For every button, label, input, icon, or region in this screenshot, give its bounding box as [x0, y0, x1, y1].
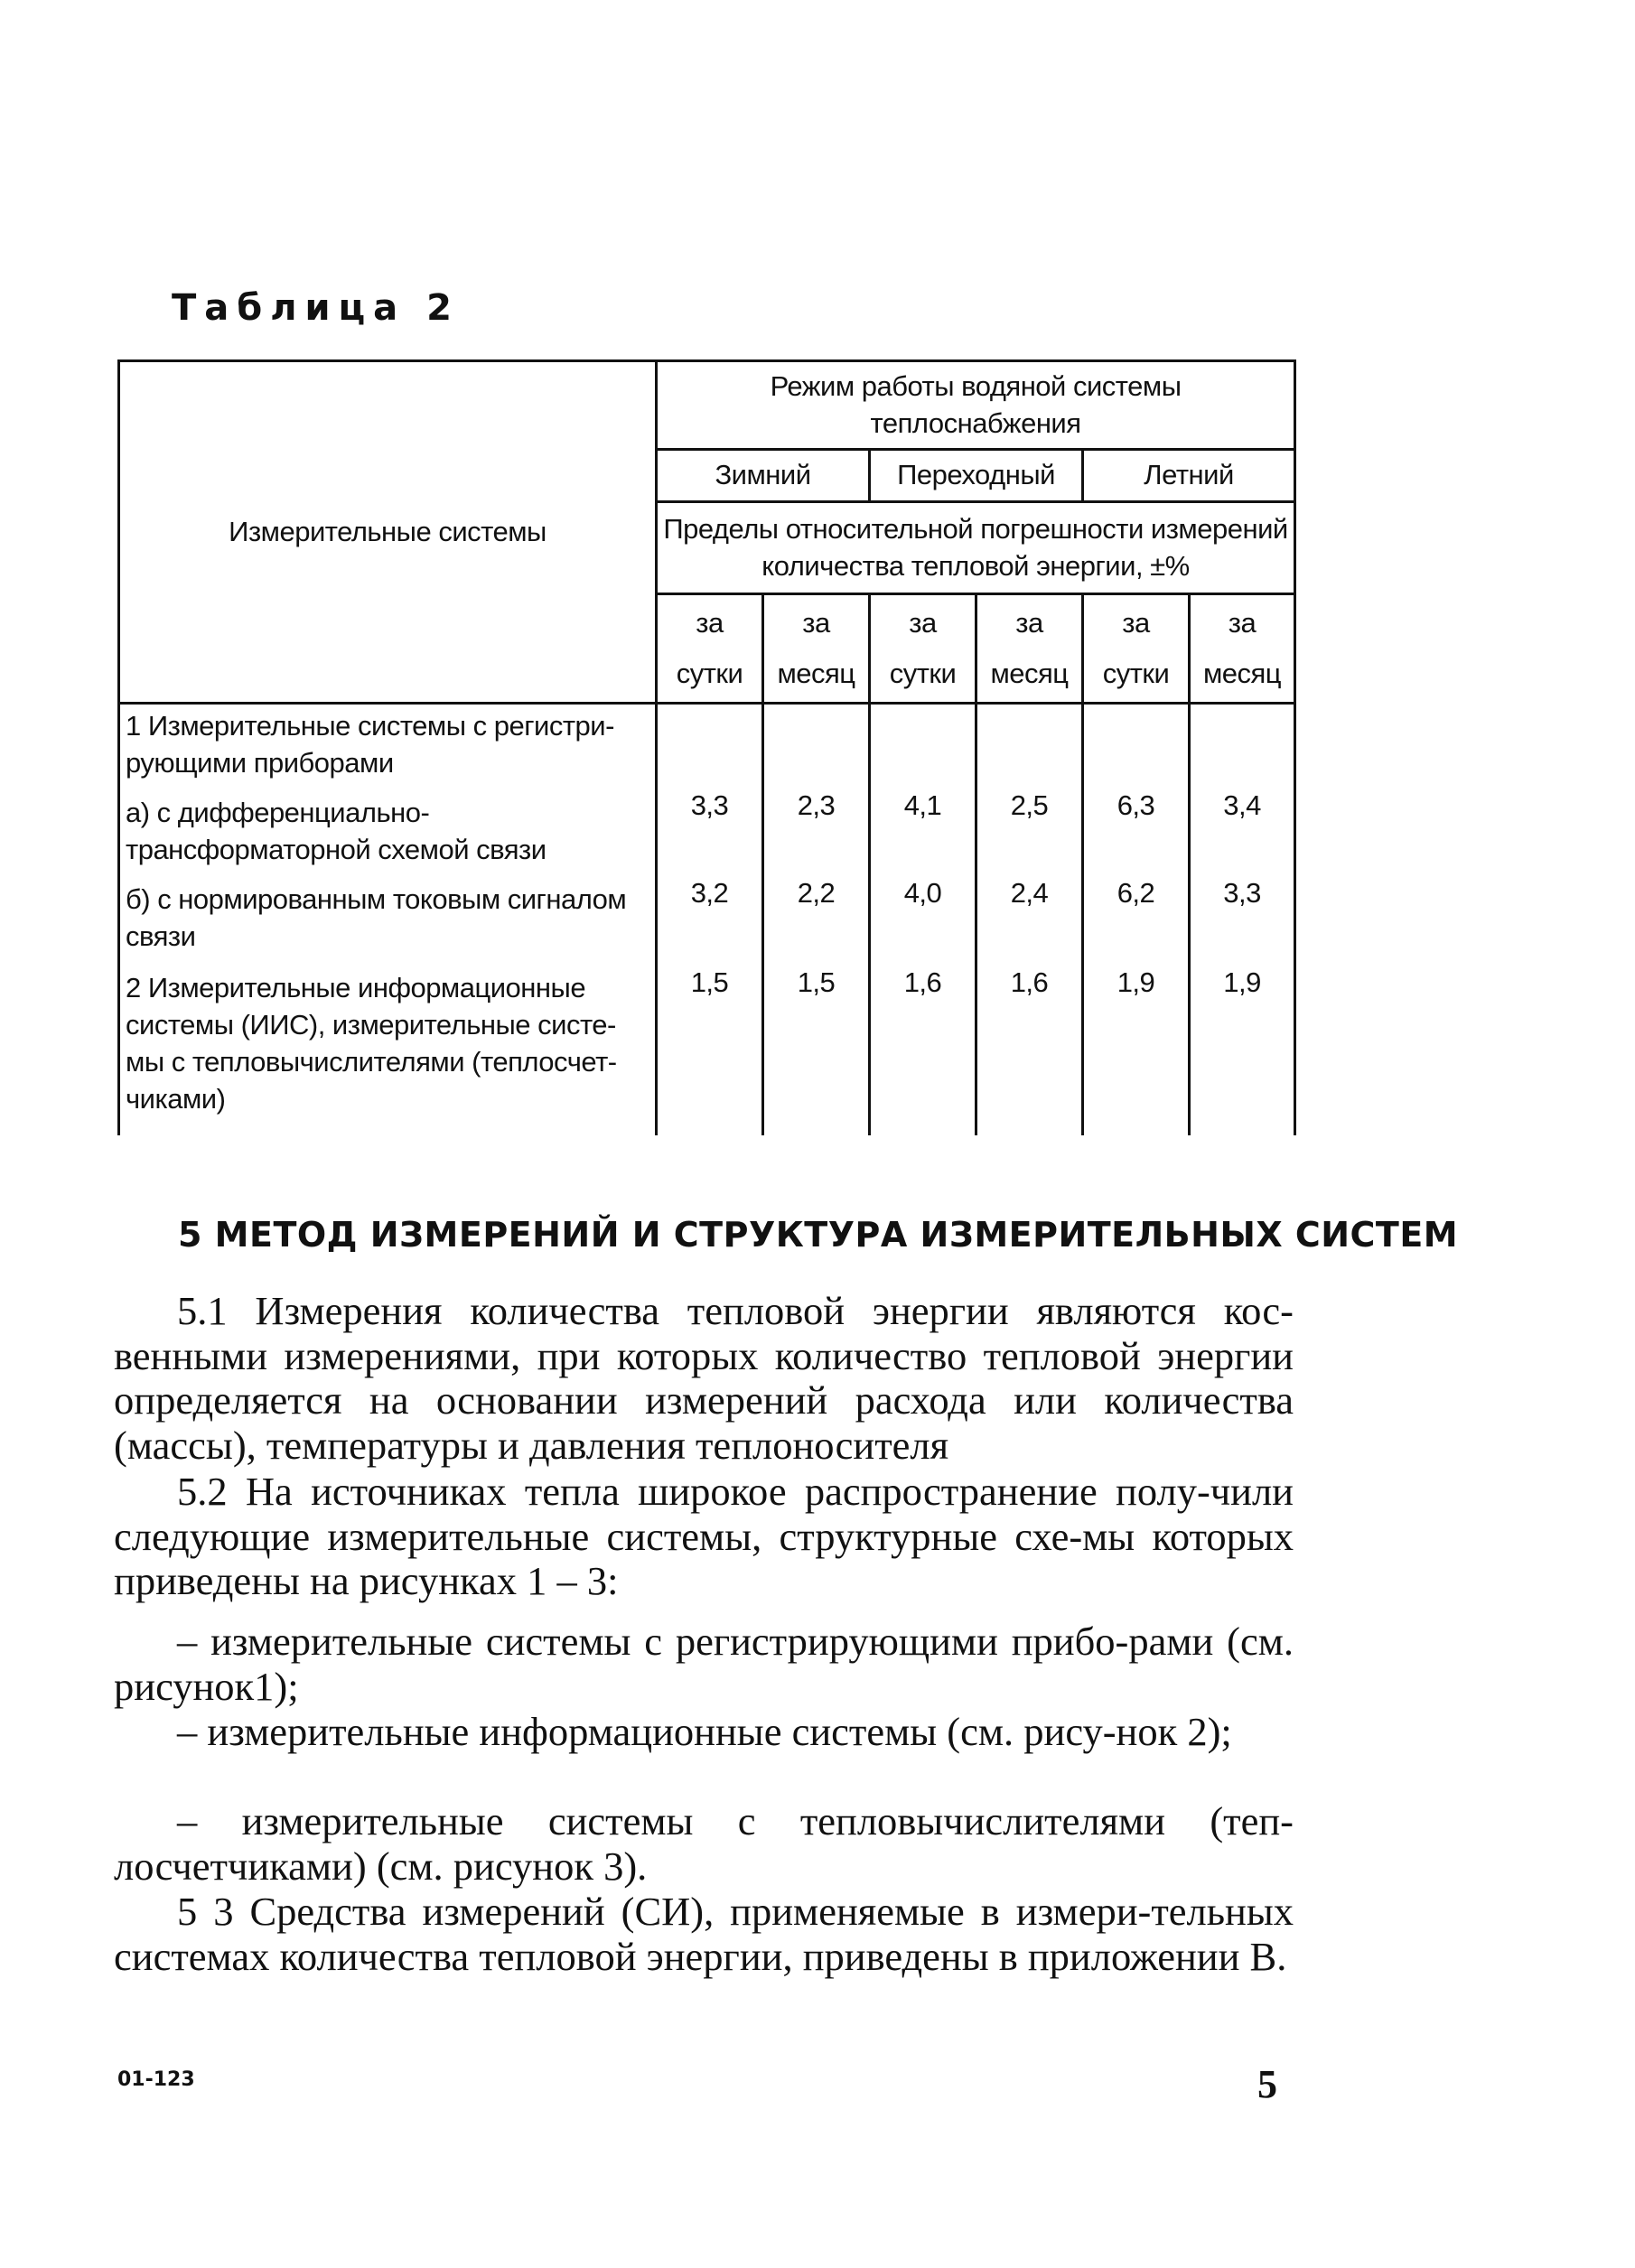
paragraph-5-3: 5 3 Средства измерений (СИ), применяемые в измери-тельных системах количества тепловой энергии, приведены в приложении В. [114, 1889, 1294, 1979]
measurement-error-table [117, 359, 1296, 1135]
period-header: за месяц [976, 594, 1083, 704]
error-limits-header: Пределы относительной погрешности измерений количества тепловой энергии, ±% [657, 502, 1295, 594]
value-cell: 1,6 [1010, 966, 1049, 998]
list-item: – измерительные информационные системы (см. рису-нок 2); [177, 1709, 1232, 1754]
mode-header: Режим работы водяной системы теплоснабжения [657, 361, 1295, 450]
value-cell: 3,3 [1223, 877, 1261, 909]
value-cell: 2,2 [797, 877, 836, 909]
column-values [1190, 704, 1295, 1135]
column-values [1083, 704, 1190, 1135]
period-header: за сутки [870, 594, 976, 704]
value-cell: 1,9 [1116, 966, 1155, 998]
value-cell: 1,6 [903, 966, 942, 998]
row-b-label: б) с нормированным токовым сигналом связи [126, 883, 627, 952]
row-group-2: 2 Измерительные информационные системы (ИИС), измерительные систе-мы с тепловычислителями (теплосчет-чиками) [126, 972, 617, 1115]
table-title: Таблица 2 [172, 287, 460, 329]
period-header: за месяц [763, 594, 870, 704]
footer-code: 01-123 [117, 2068, 195, 2091]
value-cell: 3,3 [690, 789, 729, 821]
paragraph-5-2: 5.2 На источниках тепла широкое распространение полу-чили следующие измерительные системы, структурные схе-мы которых приведены на рисунках 1 – 3: [114, 1469, 1294, 1603]
value-cell: 4,0 [903, 877, 942, 909]
value-cell: 3,2 [690, 877, 729, 909]
page-number: 5 [1257, 2062, 1277, 2106]
system-descriptions [119, 704, 657, 1135]
value-cell: 1,5 [797, 966, 836, 998]
column-values [976, 704, 1083, 1135]
row-group-1: 1 Измерительные системы с регистри-рующими приборами [126, 710, 614, 779]
row-a-label: а) с дифференциально-трансформаторной схемой связи [126, 797, 547, 865]
section-heading: 5 МЕТОД ИЗМЕРЕНИЙ И СТРУКТУРА ИЗМЕРИТЕЛЬНЫХ СИСТЕМ [178, 1215, 1459, 1255]
value-cell: 2,4 [1010, 877, 1049, 909]
column-values [763, 704, 870, 1135]
paragraph-5-1: 5.1 Измерения количества тепловой энергии являются кос-венными измерениями, при которых количество тепловой энергии определяется на основании измерений расхода или количества (массы), температуры и давления теплоносителя [114, 1288, 1294, 1468]
list-item: – измерительные системы с тепловычислителями (теп-лосчетчиками) (см. рисунок 3). [114, 1798, 1294, 1889]
value-cell: 1,9 [1223, 966, 1261, 998]
mode-summer: Летний [1083, 450, 1295, 502]
period-header: за сутки [657, 594, 763, 704]
mode-winter: Зимний [657, 450, 870, 502]
period-header: за сутки [1083, 594, 1190, 704]
value-cell: 4,1 [903, 789, 942, 821]
value-cell: 2,3 [797, 789, 836, 821]
mode-transitional: Переходный [870, 450, 1083, 502]
corner-header: Измерительные системы [119, 361, 657, 704]
column-values [870, 704, 976, 1135]
value-cell: 3,4 [1223, 789, 1261, 821]
value-cell: 1,5 [690, 966, 729, 998]
column-values [657, 704, 763, 1135]
value-cell: 6,2 [1116, 877, 1155, 909]
value-cell: 6,3 [1116, 789, 1155, 821]
value-cell: 2,5 [1010, 789, 1049, 821]
list-item: – измерительные системы с регистрирующими прибо-рами (см. рисунок1); [114, 1619, 1294, 1709]
period-header: за месяц [1190, 594, 1295, 704]
